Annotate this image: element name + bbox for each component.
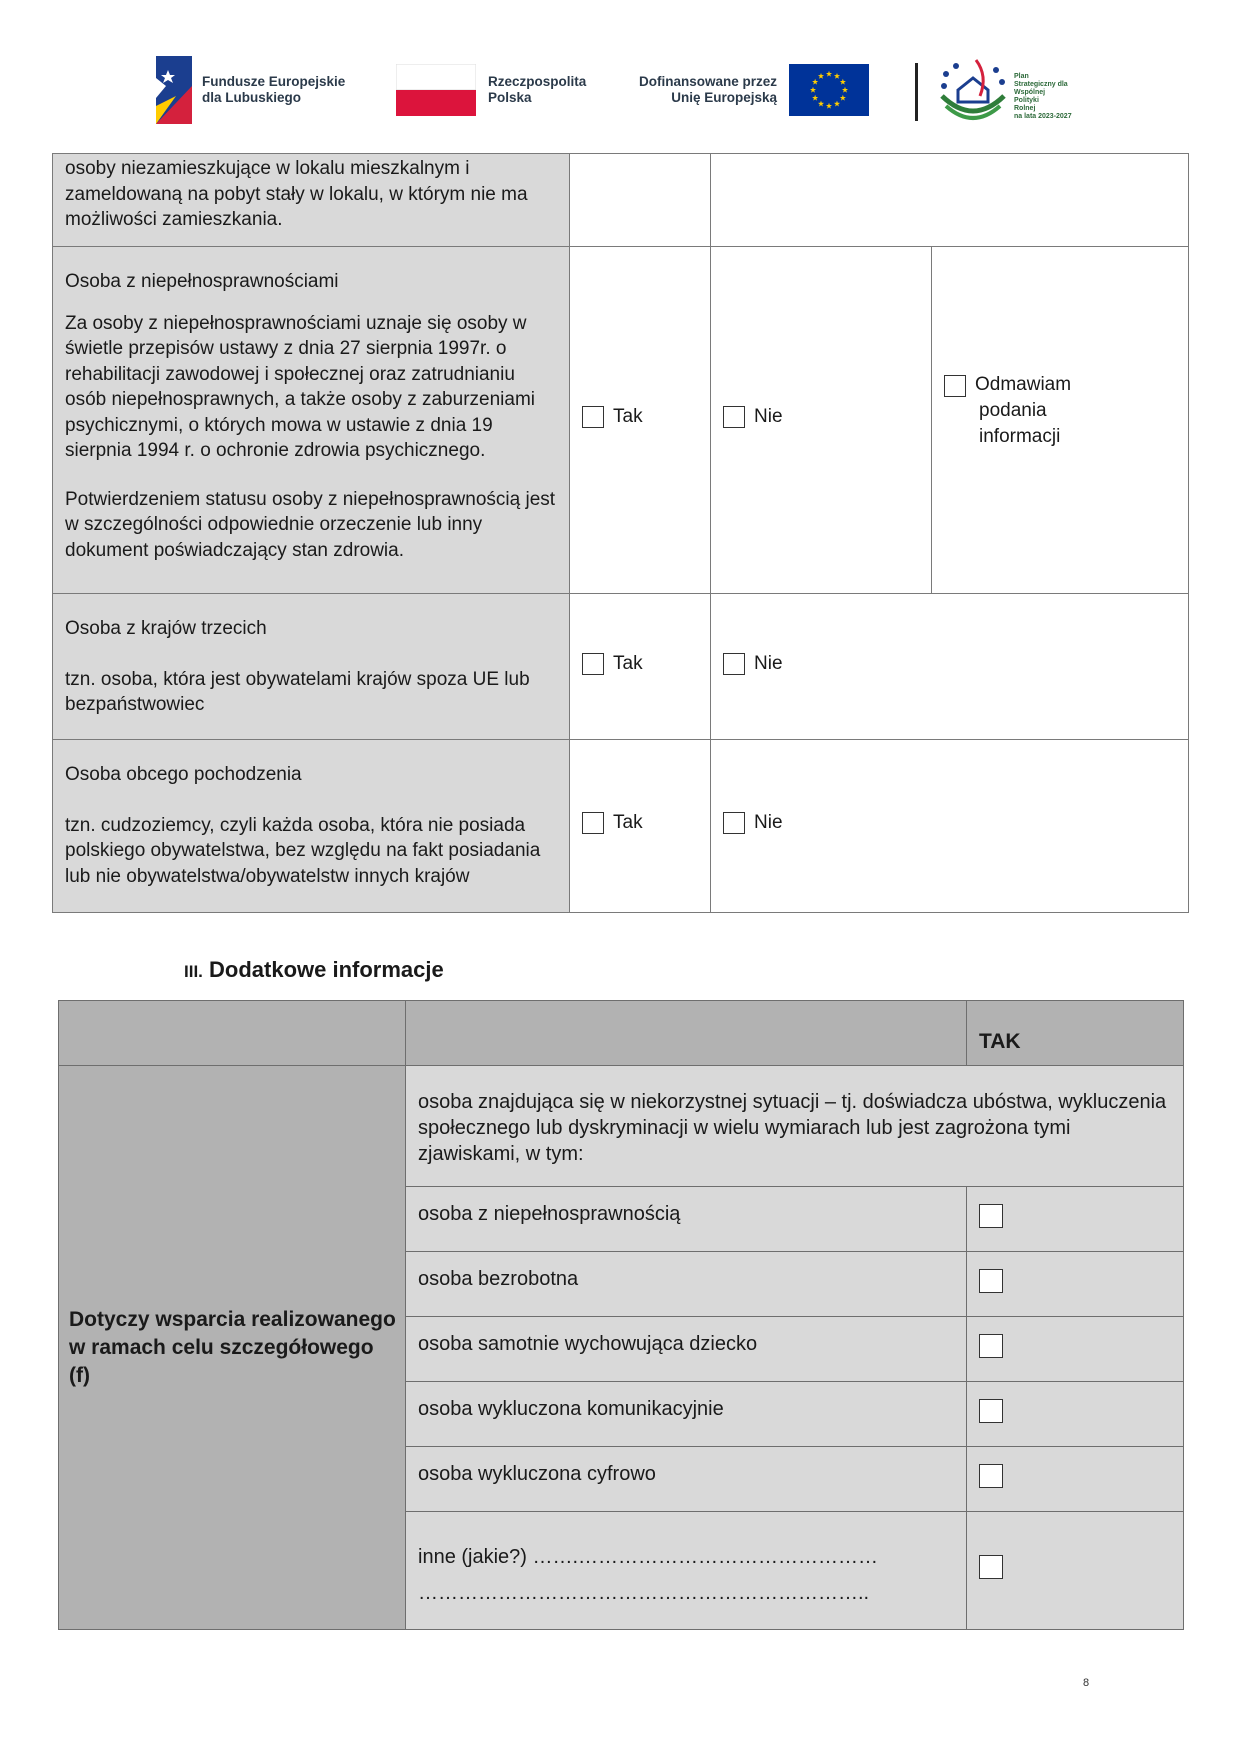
item-label-cell <box>406 1187 967 1252</box>
fundusze-europejskie-logo <box>156 56 345 124</box>
row-foreign-origin-tak-cell <box>570 740 711 913</box>
logo-divider <box>915 63 918 121</box>
row-disability-refuse-cell <box>932 247 1189 594</box>
fe-line2: dla Lubuskiego <box>202 90 302 105</box>
third-country-tak-checkbox[interactable] <box>582 651 643 677</box>
foreign-origin-nie-label: Nie <box>754 812 783 834</box>
checkbox-icon <box>582 406 604 428</box>
psp-line-3: Polityki <box>1014 97 1039 104</box>
item-label-cell <box>406 1382 967 1447</box>
item-single-parent-checkbox[interactable] <box>979 1334 1003 1358</box>
support-goal-text: Dotyczy wsparcia realizowanego w ramach celu szczegółowego (f) <box>69 1307 396 1387</box>
row-third-country-title: Osoba z krajów trzecich <box>65 618 267 639</box>
psp-text <box>1014 73 1072 121</box>
item-checkbox-cell <box>967 1252 1184 1317</box>
row-foreign-origin-desc: tzn. cudzoziemcy, czyli każda osoba, która nie posiada polskiego obywatelstwa, bez względu na fakt posiadania lub nie obywatelstwa/obywatelstw innych krajów <box>65 814 541 887</box>
rp-line1: Rzeczpospolita <box>488 74 587 89</box>
item-checkbox-cell <box>967 1382 1184 1447</box>
disability-nie-label: Nie <box>754 406 783 428</box>
item-transport-excluded-checkbox[interactable] <box>979 1399 1003 1423</box>
rzeczpospolita-logo <box>396 64 586 116</box>
third-country-nie-label: Nie <box>754 652 783 674</box>
table-row <box>53 594 1189 740</box>
row-disability-p2: Potwierdzeniem statusu osoby z niepełnosprawnością jest w szczególności odpowiednie orzeczenie lub inny dokument poświadczający stan zdrowia. <box>65 488 556 561</box>
item-disability-checkbox[interactable] <box>979 1204 1003 1228</box>
row-third-country-nie-cell <box>711 594 1189 740</box>
row-third-country-desc: tzn. osoba, która jest obywatelami krajów spoza UE lub bezpaństwowiec <box>65 668 530 715</box>
additional-info-table <box>58 1000 1184 1630</box>
checkbox-icon <box>944 375 966 397</box>
item-checkbox-cell <box>967 1317 1184 1382</box>
checkbox-icon <box>582 653 604 675</box>
checkbox-icon <box>723 653 745 675</box>
disability-tak-label: Tak <box>613 406 643 428</box>
support-goal-label <box>59 1066 406 1630</box>
item-digital-excluded-label: osoba wykluczona cyfrowo <box>418 1463 656 1485</box>
item-label-cell <box>406 1317 967 1382</box>
item-other-cell <box>406 1512 967 1630</box>
item-checkbox-cell <box>967 1447 1184 1512</box>
disability-refuse-label <box>975 372 1071 450</box>
header-empty-cell-1 <box>59 1001 406 1066</box>
header-tak-label: TAK <box>979 1030 1021 1053</box>
row-homeless-cell-2 <box>711 154 1189 247</box>
item-unemployed-label: osoba bezrobotna <box>418 1268 579 1290</box>
checkbox-icon <box>582 812 604 834</box>
foreign-origin-tak-checkbox[interactable] <box>582 810 643 836</box>
table-row <box>59 1066 1184 1187</box>
item-other-line2: ………………………………………………………….. <box>418 1581 870 1604</box>
row-disability-label <box>53 247 570 594</box>
psp-line-1: Strategiczny dla <box>1014 81 1068 88</box>
demographics-table <box>52 153 1189 913</box>
psp-line-0: Plan <box>1014 73 1029 80</box>
section-heading <box>184 957 444 983</box>
psp-emblem-icon <box>936 56 1010 128</box>
foreign-origin-tak-label: Tak <box>613 812 643 834</box>
item-disability-label: osoba z niepełnosprawnością <box>418 1203 681 1225</box>
row-disability-nie-cell <box>711 247 932 594</box>
row-foreign-origin-label <box>53 740 570 913</box>
psp-logo <box>915 56 1072 128</box>
disability-tak-checkbox[interactable] <box>582 404 643 430</box>
third-country-nie-checkbox[interactable] <box>723 651 783 677</box>
table-row <box>53 740 1189 913</box>
item-digital-excluded-checkbox[interactable] <box>979 1464 1003 1488</box>
foreign-origin-nie-checkbox[interactable] <box>723 810 783 836</box>
eu-line2: Unię Europejską <box>671 90 778 105</box>
rp-text <box>488 74 586 106</box>
header-tak <box>967 1001 1184 1066</box>
refuse-line-1: Odmawiam <box>975 374 1072 395</box>
row-foreign-origin-title: Osoba obcego pochodzenia <box>65 764 302 785</box>
fe-emblem-icon <box>156 56 192 124</box>
disadvantaged-intro <box>406 1066 1184 1187</box>
row-third-country-label <box>53 594 570 740</box>
disability-nie-checkbox[interactable] <box>723 404 783 430</box>
item-transport-excluded-label: osoba wykluczona komunikacyjnie <box>418 1398 724 1420</box>
psp-line-2: Wspólnej <box>1014 89 1046 96</box>
table-row <box>53 247 1189 594</box>
row-disability-title: Osoba z niepełnosprawnościami <box>65 271 339 292</box>
logo-bar <box>0 50 1240 134</box>
eu-line1: Dofinansowane przez <box>639 74 778 89</box>
row-homeless-label <box>53 154 570 247</box>
fe-line1: Fundusze Europejskie <box>202 74 346 89</box>
disability-refuse-checkbox[interactable] <box>944 372 1176 450</box>
refuse-line-2: podania <box>979 400 1047 421</box>
item-single-parent-label: osoba samotnie wychowująca dziecko <box>418 1333 758 1355</box>
item-other-checkbox[interactable] <box>979 1555 1003 1579</box>
section-title: Dodatkowe informacje <box>209 957 444 982</box>
row-disability-tak-cell <box>570 247 711 594</box>
polish-flag-icon <box>396 64 476 116</box>
item-other-line1: inne (jakie?) …….……………………………………… <box>418 1545 879 1568</box>
rp-line2: Polska <box>488 90 532 105</box>
row-foreign-origin-nie-cell <box>711 740 1189 913</box>
item-label-cell <box>406 1252 967 1317</box>
row-homeless-cell-1 <box>570 154 711 247</box>
third-country-tak-label: Tak <box>613 652 643 674</box>
eu-flag-icon <box>789 64 869 116</box>
psp-line-5: na lata 2023-2027 <box>1014 113 1072 120</box>
item-unemployed-checkbox[interactable] <box>979 1269 1003 1293</box>
item-checkbox-cell <box>967 1187 1184 1252</box>
row-homeless-text: osoby niezamieszkujące w lokalu mieszkalnym i zameldowaną na pobyt stały w lokalu, w którym nie ma możliwości zamieszkania. <box>65 158 528 230</box>
fe-text <box>202 74 345 106</box>
item-label-cell <box>406 1447 967 1512</box>
checkbox-icon <box>723 406 745 428</box>
row-third-country-tak-cell <box>570 594 711 740</box>
header-empty-cell-2 <box>406 1001 967 1066</box>
row-disability-p1: Za osoby z niepełnosprawnościami uznaje się osoby w świetle przepisów ustawy z dnia 27 sierpnia 1997r. o rehabilitacji zawodowej i społecznej oraz zatrudnianiu osób niepełnosprawnych, a także osoby z zaburzeniami psychicznymi, o których mowa w ustawie z dnia 19 sierpnia 1994 r. o ochronie zdrowia psychicznego. <box>65 312 535 461</box>
psp-line-4: Rolnej <box>1014 105 1036 112</box>
refuse-line-3: informacji <box>979 426 1061 447</box>
page-number: 8 <box>1083 1677 1090 1689</box>
eu-logo <box>639 64 869 116</box>
disadvantaged-intro-text: osoba znajdująca się w niekorzystnej sytuacji – tj. doświadcza ubóstwa, wykluczenia społecznego lub dyskryminacji w wielu wymiarach lub jest zagrożona tymi zjawiskami, w tym: <box>418 1091 1167 1165</box>
section-number: III. <box>184 962 203 981</box>
table-header-row <box>59 1001 1184 1066</box>
item-checkbox-cell <box>967 1512 1184 1630</box>
table-row <box>53 154 1189 247</box>
eu-text <box>639 74 777 106</box>
checkbox-icon <box>723 812 745 834</box>
